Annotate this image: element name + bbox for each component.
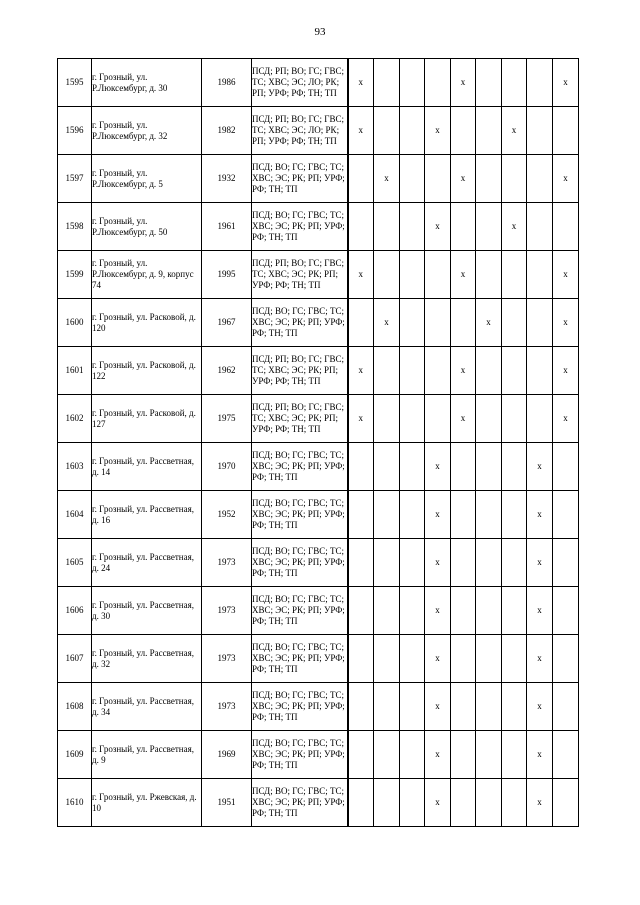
mark-cell: х: [553, 299, 579, 347]
mark-cell: [400, 347, 425, 395]
table-row: [58, 443, 579, 491]
table-row: [58, 539, 579, 587]
mark-cell: [502, 491, 527, 539]
mark-cell: [527, 251, 553, 299]
row-number-cell: 1602: [58, 395, 92, 443]
mark-cell: [476, 635, 502, 683]
mark-cell: [476, 443, 502, 491]
mark-cell: х: [425, 539, 451, 587]
mark-cell: [451, 539, 476, 587]
mark-cell: х: [502, 107, 527, 155]
mark-cell: [348, 491, 374, 539]
mark-cell: х: [348, 395, 374, 443]
mark-cell: [502, 299, 527, 347]
row-number-cell: 1600: [58, 299, 92, 347]
mark-cell: х: [451, 59, 476, 107]
table-row: [58, 683, 579, 731]
table-row: [58, 347, 579, 395]
mark-cell: [502, 155, 527, 203]
mark-cell: [348, 587, 374, 635]
year-cell: 1982: [202, 107, 252, 155]
mark-cell: х: [374, 299, 400, 347]
table-row: [58, 635, 579, 683]
mark-cell: [476, 779, 502, 827]
mark-cell: [476, 587, 502, 635]
mark-cell: [348, 635, 374, 683]
mark-cell: [553, 731, 579, 779]
mark-cell: х: [553, 59, 579, 107]
mark-cell: [374, 635, 400, 683]
row-number-cell: 1599: [58, 251, 92, 299]
mark-cell: [348, 155, 374, 203]
mark-cell: х: [527, 779, 553, 827]
mark-cell: [348, 299, 374, 347]
row-number-cell: 1604: [58, 491, 92, 539]
row-number-cell: 1605: [58, 539, 92, 587]
systems-cell: ПСД; ВО; ГС; ГВС; ТС; ХВС; ЭС; РК; РП; УРФ; РФ; ТН; ТП: [252, 779, 348, 827]
row-number-cell: 1601: [58, 347, 92, 395]
mark-cell: [502, 635, 527, 683]
mark-cell: [476, 59, 502, 107]
mark-cell: [527, 395, 553, 443]
year-cell: 1973: [202, 683, 252, 731]
mark-cell: [502, 539, 527, 587]
mark-cell: [400, 59, 425, 107]
table-row: [58, 587, 579, 635]
mark-cell: [527, 107, 553, 155]
address-cell: г. Грозный, ул. Расковой, д. 120: [92, 299, 202, 347]
mark-cell: [374, 443, 400, 491]
mark-cell: [400, 155, 425, 203]
mark-cell: [400, 203, 425, 251]
mark-cell: [502, 347, 527, 395]
mark-cell: [527, 299, 553, 347]
mark-cell: [527, 59, 553, 107]
mark-cell: [400, 683, 425, 731]
mark-cell: [374, 395, 400, 443]
mark-cell: [451, 203, 476, 251]
address-cell: г. Грозный, ул. Р.Люксембург, д. 30: [92, 59, 202, 107]
address-cell: г. Грозный, ул. Р.Люксембург, д. 50: [92, 203, 202, 251]
systems-cell: ПСД; ВО; ГС; ГВС; ТС; ХВС; ЭС; РК; РП; УРФ; РФ; ТН; ТП: [252, 299, 348, 347]
row-number-cell: 1606: [58, 587, 92, 635]
year-cell: 1986: [202, 59, 252, 107]
address-cell: г. Грозный, ул. Расковой, д. 127: [92, 395, 202, 443]
mark-cell: [374, 251, 400, 299]
table-row: [58, 107, 579, 155]
mark-cell: [348, 779, 374, 827]
table-row: [58, 59, 579, 107]
table-row: [58, 731, 579, 779]
mark-cell: [374, 683, 400, 731]
table-row: [58, 395, 579, 443]
mark-cell: х: [527, 731, 553, 779]
mark-cell: [451, 731, 476, 779]
mark-cell: х: [425, 683, 451, 731]
mark-cell: х: [502, 203, 527, 251]
mark-cell: [451, 443, 476, 491]
mark-cell: х: [374, 155, 400, 203]
year-cell: 1951: [202, 779, 252, 827]
mark-cell: [400, 635, 425, 683]
mark-cell: [553, 203, 579, 251]
address-cell: г. Грозный, ул. Р.Люксембург, д. 5: [92, 155, 202, 203]
mark-cell: х: [348, 347, 374, 395]
mark-cell: [476, 395, 502, 443]
year-cell: 1961: [202, 203, 252, 251]
mark-cell: [425, 347, 451, 395]
mark-cell: [476, 347, 502, 395]
mark-cell: [476, 683, 502, 731]
mark-cell: [400, 587, 425, 635]
mark-cell: [476, 731, 502, 779]
mark-cell: [502, 587, 527, 635]
mark-cell: [374, 107, 400, 155]
address-cell: г. Грозный, ул. Р.Люксембург, д. 32: [92, 107, 202, 155]
mark-cell: [553, 539, 579, 587]
address-cell: г. Грозный, ул. Расковой, д. 122: [92, 347, 202, 395]
mark-cell: [374, 347, 400, 395]
mark-cell: [374, 779, 400, 827]
mark-cell: [425, 59, 451, 107]
mark-cell: [553, 107, 579, 155]
systems-cell: ПСД; ВО; ГС; ГВС; ТС; ХВС; ЭС; РК; РП; УРФ; РФ; ТН; ТП: [252, 155, 348, 203]
mark-cell: [553, 779, 579, 827]
mark-cell: х: [527, 491, 553, 539]
address-cell: г. Грозный, ул. Рассветная, д. 34: [92, 683, 202, 731]
mark-cell: [502, 731, 527, 779]
address-cell: г. Грозный, ул. Рассветная, д. 14: [92, 443, 202, 491]
systems-cell: ПСД; ВО; ГС; ГВС; ТС; ХВС; ЭС; РК; РП; УРФ; РФ; ТН; ТП: [252, 731, 348, 779]
mark-cell: [451, 299, 476, 347]
mark-cell: [451, 587, 476, 635]
mark-cell: [553, 587, 579, 635]
mark-cell: [348, 203, 374, 251]
mark-cell: [348, 539, 374, 587]
systems-cell: ПСД; РП; ВО; ГС; ГВС; ТС; ХВС; ЭС; РК; РП; УРФ; РФ; ТН; ТП: [252, 395, 348, 443]
mark-cell: х: [348, 251, 374, 299]
year-cell: 1969: [202, 731, 252, 779]
row-number-cell: 1596: [58, 107, 92, 155]
table-row: [58, 299, 579, 347]
row-number-cell: 1609: [58, 731, 92, 779]
mark-cell: [553, 491, 579, 539]
mark-cell: [553, 635, 579, 683]
address-cell: г. Грозный, ул. Ржевская, д. 10: [92, 779, 202, 827]
systems-cell: ПСД; РП; ВО; ГС; ГВС; ТС; ХВС; ЭС; РК; РП; УРФ; РФ; ТН; ТП: [252, 347, 348, 395]
mark-cell: х: [527, 635, 553, 683]
table-row: [58, 155, 579, 203]
mark-cell: х: [348, 59, 374, 107]
systems-cell: ПСД; ВО; ГС; ГВС; ТС; ХВС; ЭС; РК; РП; УРФ; РФ; ТН; ТП: [252, 443, 348, 491]
year-cell: 1967: [202, 299, 252, 347]
mark-cell: [374, 539, 400, 587]
year-cell: 1962: [202, 347, 252, 395]
housing-registry-table: [57, 58, 579, 827]
mark-cell: х: [425, 107, 451, 155]
mark-cell: [400, 731, 425, 779]
mark-cell: [400, 539, 425, 587]
mark-cell: [502, 443, 527, 491]
mark-cell: [425, 299, 451, 347]
mark-cell: х: [425, 203, 451, 251]
systems-cell: ПСД; ВО; ГС; ГВС; ТС; ХВС; ЭС; РК; РП; УРФ; РФ; ТН; ТП: [252, 491, 348, 539]
systems-cell: ПСД; ВО; ГС; ГВС; ТС; ХВС; ЭС; РК; РП; УРФ; РФ; ТН; ТП: [252, 587, 348, 635]
mark-cell: х: [451, 347, 476, 395]
mark-cell: [374, 59, 400, 107]
year-cell: 1975: [202, 395, 252, 443]
mark-cell: [476, 107, 502, 155]
systems-cell: ПСД; ВО; ГС; ГВС; ТС; ХВС; ЭС; РК; РП; УРФ; РФ; ТН; ТП: [252, 203, 348, 251]
row-number-cell: 1595: [58, 59, 92, 107]
mark-cell: [502, 59, 527, 107]
mark-cell: [476, 539, 502, 587]
year-cell: 1952: [202, 491, 252, 539]
systems-cell: ПСД; ВО; ГС; ГВС; ТС; ХВС; ЭС; РК; РП; УРФ; РФ; ТН; ТП: [252, 683, 348, 731]
mark-cell: х: [425, 779, 451, 827]
mark-cell: х: [451, 251, 476, 299]
mark-cell: [502, 779, 527, 827]
row-number-cell: 1598: [58, 203, 92, 251]
mark-cell: х: [527, 587, 553, 635]
mark-cell: х: [451, 395, 476, 443]
mark-cell: х: [476, 299, 502, 347]
systems-cell: ПСД; РП; ВО; ГС; ГВС; ТС; ХВС; ЭС; ЛО; РК; РП; УРФ; РФ; ТН; ТП: [252, 59, 348, 107]
mark-cell: [476, 203, 502, 251]
year-cell: 1932: [202, 155, 252, 203]
row-number-cell: 1597: [58, 155, 92, 203]
systems-cell: ПСД; РП; ВО; ГС; ГВС; ТС; ХВС; ЭС; ЛО; РК; РП; УРФ; РФ; ТН; ТП: [252, 107, 348, 155]
table-row: [58, 779, 579, 827]
address-cell: г. Грозный, ул. Рассветная, д. 24: [92, 539, 202, 587]
mark-cell: х: [527, 683, 553, 731]
mark-cell: [451, 107, 476, 155]
mark-cell: х: [553, 395, 579, 443]
mark-cell: х: [451, 155, 476, 203]
year-cell: 1970: [202, 443, 252, 491]
mark-cell: х: [425, 635, 451, 683]
address-cell: г. Грозный, ул. Р.Люксембург, д. 9, корпус 74: [92, 251, 202, 299]
mark-cell: [553, 683, 579, 731]
table-row: [58, 203, 579, 251]
mark-cell: [527, 155, 553, 203]
mark-cell: х: [425, 731, 451, 779]
mark-cell: [451, 635, 476, 683]
mark-cell: [348, 731, 374, 779]
mark-cell: [348, 683, 374, 731]
year-cell: 1973: [202, 587, 252, 635]
mark-cell: х: [553, 251, 579, 299]
mark-cell: [374, 491, 400, 539]
mark-cell: [400, 395, 425, 443]
year-cell: 1973: [202, 539, 252, 587]
mark-cell: [425, 155, 451, 203]
systems-cell: ПСД; ВО; ГС; ГВС; ТС; ХВС; ЭС; РК; РП; УРФ; РФ; ТН; ТП: [252, 539, 348, 587]
row-number-cell: 1603: [58, 443, 92, 491]
year-cell: 1995: [202, 251, 252, 299]
mark-cell: [425, 395, 451, 443]
mark-cell: [400, 491, 425, 539]
mark-cell: [400, 107, 425, 155]
mark-cell: х: [553, 347, 579, 395]
address-cell: г. Грозный, ул. Рассветная, д. 9: [92, 731, 202, 779]
address-cell: г. Грозный, ул. Рассветная, д. 32: [92, 635, 202, 683]
mark-cell: х: [425, 491, 451, 539]
mark-cell: [374, 731, 400, 779]
address-cell: г. Грозный, ул. Рассветная, д. 16: [92, 491, 202, 539]
mark-cell: [400, 251, 425, 299]
row-number-cell: 1610: [58, 779, 92, 827]
mark-cell: [553, 443, 579, 491]
mark-cell: [451, 779, 476, 827]
mark-cell: [425, 251, 451, 299]
mark-cell: [527, 347, 553, 395]
mark-cell: [374, 587, 400, 635]
row-number-cell: 1608: [58, 683, 92, 731]
mark-cell: [451, 683, 476, 731]
mark-cell: [502, 395, 527, 443]
mark-cell: [476, 155, 502, 203]
table-row: [58, 491, 579, 539]
mark-cell: [476, 491, 502, 539]
mark-cell: [502, 251, 527, 299]
mark-cell: х: [425, 443, 451, 491]
mark-cell: [451, 491, 476, 539]
year-cell: 1973: [202, 635, 252, 683]
table-body: [58, 59, 579, 827]
mark-cell: [476, 251, 502, 299]
mark-cell: [374, 203, 400, 251]
mark-cell: [348, 443, 374, 491]
address-cell: г. Грозный, ул. Рассветная, д. 30: [92, 587, 202, 635]
mark-cell: [527, 203, 553, 251]
mark-cell: х: [553, 155, 579, 203]
mark-cell: [400, 443, 425, 491]
mark-cell: [400, 779, 425, 827]
row-number-cell: 1607: [58, 635, 92, 683]
systems-cell: ПСД; РП; ВО; ГС; ГВС; ТС; ХВС; ЭС; РК; РП; УРФ; РФ; ТН; ТП: [252, 251, 348, 299]
mark-cell: х: [348, 107, 374, 155]
mark-cell: х: [527, 443, 553, 491]
mark-cell: х: [425, 587, 451, 635]
mark-cell: х: [527, 539, 553, 587]
table-row: [58, 251, 579, 299]
mark-cell: [502, 683, 527, 731]
page-number: 93: [314, 26, 326, 38]
systems-cell: ПСД; ВО; ГС; ГВС; ТС; ХВС; ЭС; РК; РП; УРФ; РФ; ТН; ТП: [252, 635, 348, 683]
mark-cell: [400, 299, 425, 347]
